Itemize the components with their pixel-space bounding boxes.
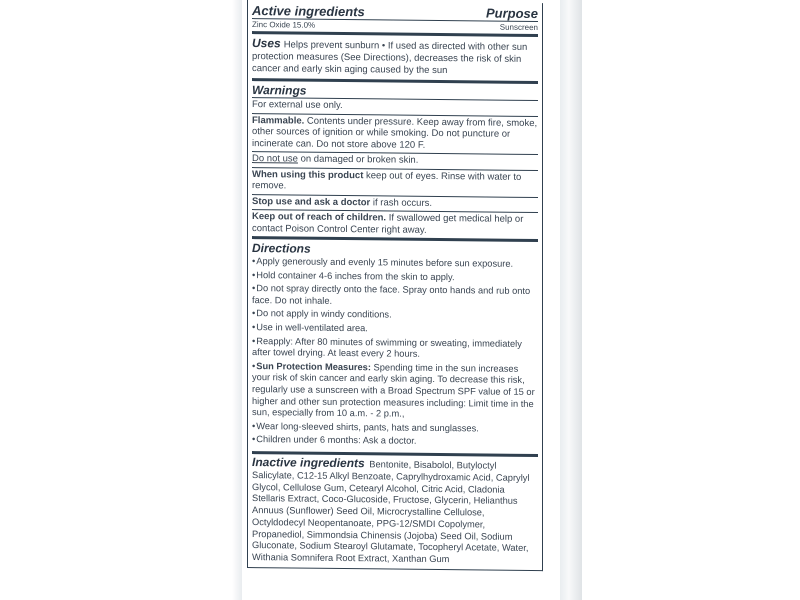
inactive-ingredients-text: Bentonite, Bisabolol, Butyloctyl Salicylate, C12-15 Alkyl Benzoate, Caprylhydroxamic Acid, Caprylyl Glycol, Cellulose Gum, Cetearyl Alcohol, Citric Acid, Cladonia Stellaris Extract, Coco-Glucoside, Fructose, Glycerin, Helianthus Annuus (Sunflower) Seed Oil, Microcrystalline Cellulose, Octyldodecyl Neopentanoate, PPG-12/SMDI Copolymer, Propanediol, Simmondsia Chinensis (Jojoba) Seed Oil, Sodium Gluconate, Sodium Stearoyl Glutamate, Tocopheryl Acetate, Water, Withania Somnifera Root Extract, Xanthan Gum (252, 459, 530, 565)
direction-item (252, 336, 538, 362)
warning-item (252, 209, 538, 239)
warning-item-text: keep out of eyes. Rinse with water to remove. (252, 169, 522, 192)
direction-item (252, 308, 538, 323)
active-ingredient-purpose: Sunscreen (499, 22, 538, 33)
drug-facts-label (247, 0, 543, 600)
warning-item-bold: Flammable. (252, 114, 305, 127)
direction-item-text: Children under 6 months: Ask a doctor. (256, 434, 417, 447)
direction-item (252, 322, 538, 337)
direction-item-text: Do not spray directly onto the face. Spray onto hands and rub onto face. Do not inhale. (252, 283, 531, 306)
warning-item-bold: When using this product (252, 168, 364, 181)
can-right-edge (560, 0, 582, 600)
warning-item-bold: Keep out of reach of children. (252, 211, 387, 224)
inactive-ingredients-heading: Inactive ingredients (252, 454, 365, 471)
warning-item-text: Contents under pressure. Keep away from fire, smoke, other sources of ignition or while smoking. Do not puncture or incinerate can. Do not store above 120 F. (252, 115, 538, 151)
warning-item-bold: Stop use and ask a doctor (252, 195, 371, 208)
warning-item-underlined: Do not use (252, 153, 298, 165)
direction-item-text: Reapply: After 80 minutes of swimming or sweating, immediately after towel drying. At least every 2 hours. (252, 335, 522, 359)
uses-text: Helps prevent sunburn • If used as directed with other sun protection measures (See Directions), decreases the risk of skin cancer and early skin aging caused by the sun (252, 39, 528, 77)
directions-list (252, 256, 538, 449)
warnings-list (252, 97, 538, 239)
inactive-ingredients-section (252, 451, 538, 570)
active-ingredients-section (252, 0, 538, 34)
warning-item (252, 167, 538, 197)
warning-item-text: For external use only. (252, 99, 343, 112)
warning-item-text: If swallowed get medical help or contact Poison Control Center right away. (252, 212, 524, 236)
drug-facts-box (247, 0, 543, 571)
direction-item (252, 270, 538, 285)
active-ingredient-name: Zinc Oxide 15.0% (252, 20, 316, 30)
direction-item-bold: Sun Protection Measures: (256, 360, 371, 373)
warning-item-text: on damaged or broken skin. (297, 153, 419, 166)
active-ingredients-heading: Active ingredients (252, 3, 365, 20)
warnings-section (252, 78, 538, 239)
direction-item-text: Hold container 4-6 inches from the skin to apply. (256, 269, 455, 282)
direction-item (252, 256, 538, 271)
direction-item-text: Use in well-ventilated area. (256, 322, 368, 334)
direction-item (252, 434, 538, 449)
directions-section (252, 236, 538, 454)
direction-item-text: Wear long-sleeved shirts, pants, hats and sunglasses. (256, 420, 479, 434)
direction-item (252, 421, 538, 436)
uses-section (252, 31, 538, 81)
warning-item-text: if rash occurs. (370, 196, 433, 209)
direction-item-text: Do not apply in windy conditions. (256, 308, 392, 320)
warnings-heading: Warnings (252, 83, 307, 98)
direction-item (252, 283, 538, 309)
direction-item-text: Apply generously and evenly 15 minutes before sun exposure. (256, 256, 514, 269)
uses-heading: Uses (252, 36, 281, 51)
warning-item (252, 113, 538, 154)
purpose-heading: Purpose (485, 5, 538, 22)
direction-item-text: Spending time in the sun increases your risk of skin cancer and early skin aging. To decrease this risk, regularly use a sunscreen with a Broad Spectrum SPF value of 15 or higher and other sun protection measures including: Limit time in the sun, especially from 10 a.m. - 2 p.m., (252, 362, 535, 419)
direction-item (252, 361, 538, 422)
can-left-edge (232, 0, 242, 600)
directions-heading: Directions (252, 241, 311, 256)
